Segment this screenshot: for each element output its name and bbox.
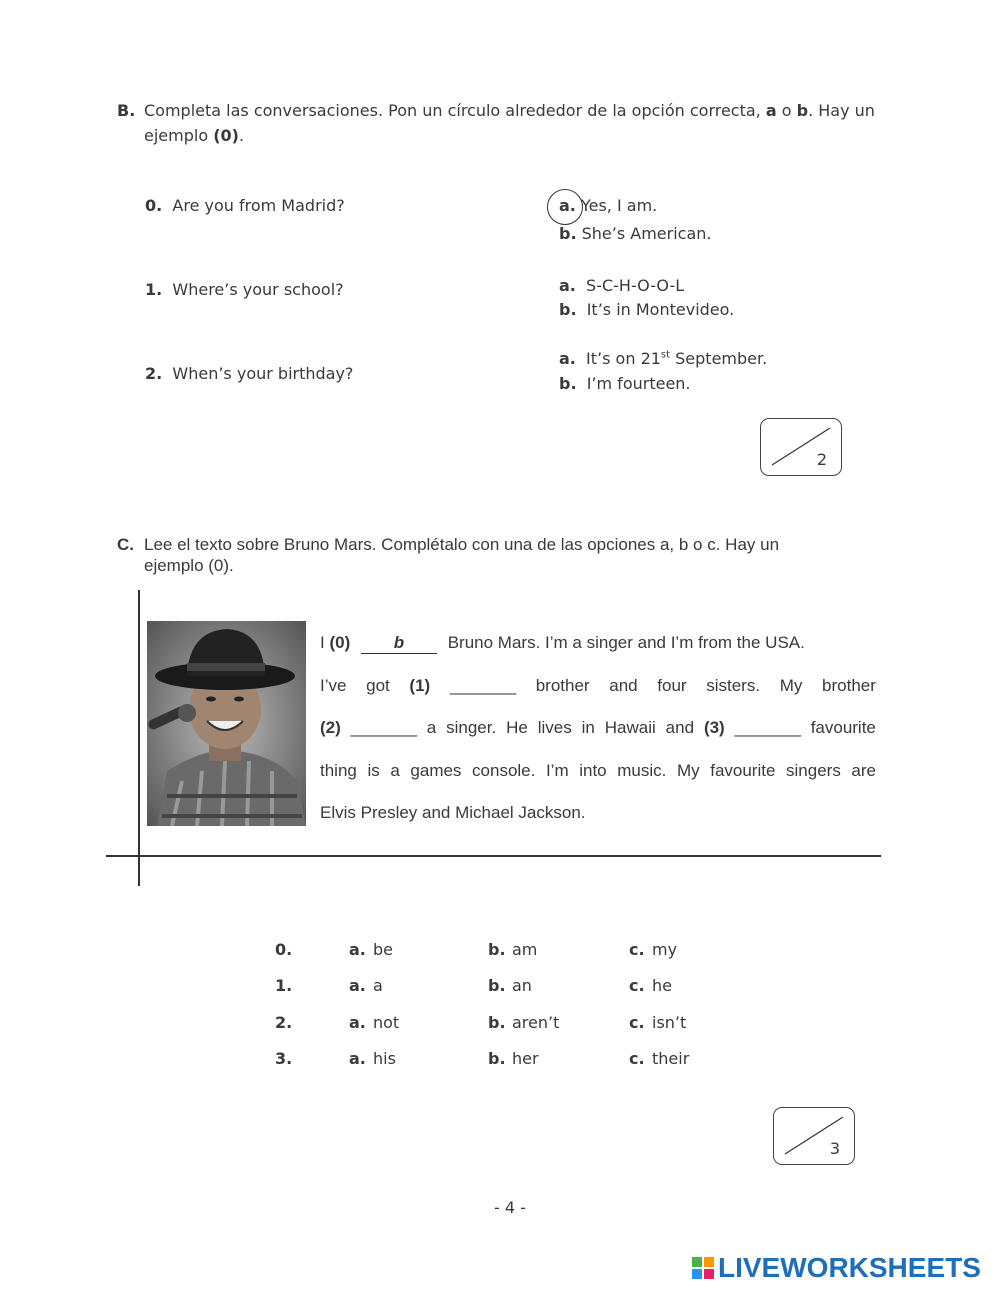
passage-line-1 bbox=[320, 633, 876, 654]
section-c-score: 3 bbox=[829, 1139, 840, 1158]
passage-line-3 bbox=[320, 718, 876, 738]
passage-text: I bbox=[320, 633, 325, 652]
passage-word: four bbox=[657, 676, 687, 695]
option-label: b. bbox=[488, 1049, 506, 1068]
options-row bbox=[275, 1013, 775, 1037]
singer-photo bbox=[147, 621, 306, 826]
section-b-instr-b: b bbox=[796, 101, 809, 120]
gap-blank[interactable]: _______ bbox=[350, 718, 417, 737]
liveworksheets-logo[interactable] bbox=[692, 1253, 981, 1283]
option-label: a. bbox=[559, 349, 576, 368]
option-label: b. bbox=[488, 940, 506, 959]
section-b-letter: B. bbox=[117, 101, 136, 120]
option-label: a. bbox=[349, 1013, 366, 1032]
frame-vertical-line bbox=[138, 590, 140, 886]
option-label: b. bbox=[559, 374, 577, 393]
passage-word: favourite bbox=[810, 718, 876, 737]
option-b[interactable]: aren’t bbox=[512, 1013, 560, 1032]
section-b-instr-2: . Hay un bbox=[808, 101, 875, 120]
option-a[interactable]: be bbox=[373, 940, 393, 959]
passage-text: Elvis Presley and Michael Jackson. bbox=[320, 803, 586, 822]
option-label: b. bbox=[559, 224, 577, 243]
passage-word: I’ve bbox=[320, 676, 347, 695]
section-c-letter: C. bbox=[117, 535, 134, 554]
gap-number: (3) bbox=[703, 718, 725, 737]
passage-word: lives bbox=[537, 718, 572, 737]
option-c[interactable]: isn’t bbox=[652, 1013, 687, 1032]
option-c[interactable]: my bbox=[652, 940, 678, 959]
option-label: a. bbox=[349, 976, 366, 995]
section-b-instr-o: o bbox=[781, 101, 792, 120]
gap-number: (1) bbox=[409, 676, 431, 695]
passage-word: sisters. bbox=[706, 676, 761, 695]
gap-blank[interactable]: _______ bbox=[449, 676, 517, 695]
question-0 bbox=[145, 196, 345, 215]
section-c-instr-2: ejemplo (0). bbox=[144, 556, 234, 575]
gap-number: (0) bbox=[329, 633, 351, 652]
frame-horizontal-line bbox=[106, 855, 881, 857]
option-c[interactable]: their bbox=[652, 1049, 690, 1068]
section-c-instr-1: Lee el texto sobre Bruno Mars. Complétalo con una de las opciones a, b o c. Hay un bbox=[144, 535, 780, 554]
section-b-instr-dot: . bbox=[238, 126, 245, 145]
question-1-option-b[interactable] bbox=[559, 300, 734, 319]
option-label: b. bbox=[488, 1013, 506, 1032]
question-text: Where’s your school? bbox=[172, 280, 344, 299]
option-label: c. bbox=[629, 976, 645, 995]
passage-line-4 bbox=[320, 761, 876, 781]
passage-word: favourite bbox=[710, 761, 776, 780]
gap-0-answer[interactable]: b bbox=[361, 633, 437, 654]
option-label: a. bbox=[349, 940, 366, 959]
passage-word: is bbox=[367, 761, 380, 780]
passage-word: in bbox=[581, 718, 595, 737]
logo-blocks-icon bbox=[692, 1257, 714, 1279]
passage-word: Hawaii bbox=[604, 718, 656, 737]
passage-word: console. bbox=[472, 761, 536, 780]
passage-line-2 bbox=[320, 676, 876, 696]
option-text: I’m fourteen. bbox=[586, 374, 691, 393]
option-a[interactable]: a bbox=[373, 976, 383, 995]
section-b-instr-zero: (0) bbox=[213, 126, 239, 145]
option-label: b. bbox=[488, 976, 506, 995]
section-b-instr-1: Completa las conversaciones. Pon un círculo alrededor de la opción correcta, bbox=[144, 101, 761, 120]
option-label: c. bbox=[629, 940, 645, 959]
option-b[interactable]: her bbox=[512, 1049, 539, 1068]
passage-word: and bbox=[609, 676, 638, 695]
option-number: 2. bbox=[275, 1013, 293, 1032]
passage-word: singers bbox=[786, 761, 841, 780]
section-b-score: 2 bbox=[816, 450, 827, 469]
section-b-instr-3: ejemplo bbox=[144, 126, 209, 145]
gap-blank[interactable]: _______ bbox=[734, 718, 801, 737]
page-number: - 4 - bbox=[494, 1198, 526, 1217]
option-a[interactable]: his bbox=[373, 1049, 396, 1068]
question-number: 2. bbox=[145, 364, 163, 383]
option-text-pre: It’s on 21 bbox=[586, 349, 661, 368]
passage-word: into bbox=[579, 761, 607, 780]
option-number: 0. bbox=[275, 940, 293, 959]
options-row bbox=[275, 1049, 775, 1073]
passage-word: My bbox=[676, 761, 700, 780]
passage-word: a bbox=[390, 761, 400, 780]
passage-word: singer. bbox=[446, 718, 497, 737]
question-1-option-a[interactable] bbox=[559, 276, 684, 295]
options-row bbox=[275, 940, 775, 964]
passage-word: brother bbox=[535, 676, 590, 695]
option-text: She’s American. bbox=[581, 224, 712, 243]
passage-word: thing bbox=[320, 761, 357, 780]
option-label: a. bbox=[559, 276, 576, 295]
gap-number: (2) bbox=[320, 718, 341, 737]
passage-word: a bbox=[426, 718, 437, 737]
option-label: a. bbox=[349, 1049, 366, 1068]
option-text: S-C-H-O-O-L bbox=[586, 276, 685, 295]
section-b-score-box[interactable] bbox=[760, 418, 842, 476]
option-number: 1. bbox=[275, 976, 293, 995]
section-b-instr-a: a bbox=[765, 101, 777, 120]
passage-word: and bbox=[665, 718, 695, 737]
logo-text: LIVEWORKSHEETS bbox=[718, 1252, 981, 1283]
option-label: c. bbox=[629, 1049, 645, 1068]
section-c-score-box[interactable] bbox=[773, 1107, 855, 1165]
passage-word: games bbox=[410, 761, 462, 780]
option-number: 3. bbox=[275, 1049, 293, 1068]
option-a[interactable]: not bbox=[373, 1013, 400, 1032]
question-number: 1. bbox=[145, 280, 163, 299]
passage-text: Bruno Mars. I’m a singer and I’m from the USA. bbox=[447, 633, 805, 652]
option-text: Yes, I am. bbox=[580, 196, 658, 215]
question-0-option-b[interactable] bbox=[559, 224, 712, 243]
score-slash bbox=[761, 419, 841, 475]
option-label: c. bbox=[629, 1013, 645, 1032]
question-number: 0. bbox=[145, 196, 163, 215]
question-1 bbox=[145, 280, 344, 299]
question-text: Are you from Madrid? bbox=[172, 196, 345, 215]
question-2 bbox=[145, 364, 353, 383]
question-text: When’s your birthday? bbox=[172, 364, 354, 383]
option-b[interactable]: am bbox=[512, 940, 538, 959]
passage-line-5 bbox=[320, 803, 876, 823]
option-text-post: September. bbox=[670, 349, 768, 368]
passage-word: I’m bbox=[545, 761, 569, 780]
question-2-option-a[interactable] bbox=[559, 349, 767, 368]
option-label: a. bbox=[559, 196, 576, 215]
option-b[interactable]: an bbox=[512, 976, 532, 995]
option-text: It’s in Montevideo. bbox=[586, 300, 735, 319]
passage-word: brother bbox=[822, 676, 876, 695]
question-2-option-b[interactable] bbox=[559, 374, 691, 393]
option-c[interactable]: he bbox=[652, 976, 672, 995]
passage-word: are bbox=[851, 761, 876, 780]
passage-word: My bbox=[779, 676, 803, 695]
option-text-sup: st bbox=[660, 349, 671, 361]
score-slash bbox=[774, 1108, 854, 1164]
question-0-option-a[interactable] bbox=[559, 196, 657, 215]
passage-word: He bbox=[506, 718, 528, 737]
passage-word: music. bbox=[617, 761, 667, 780]
option-label: b. bbox=[559, 300, 577, 319]
passage-word: got bbox=[366, 676, 390, 695]
options-row bbox=[275, 976, 775, 1000]
